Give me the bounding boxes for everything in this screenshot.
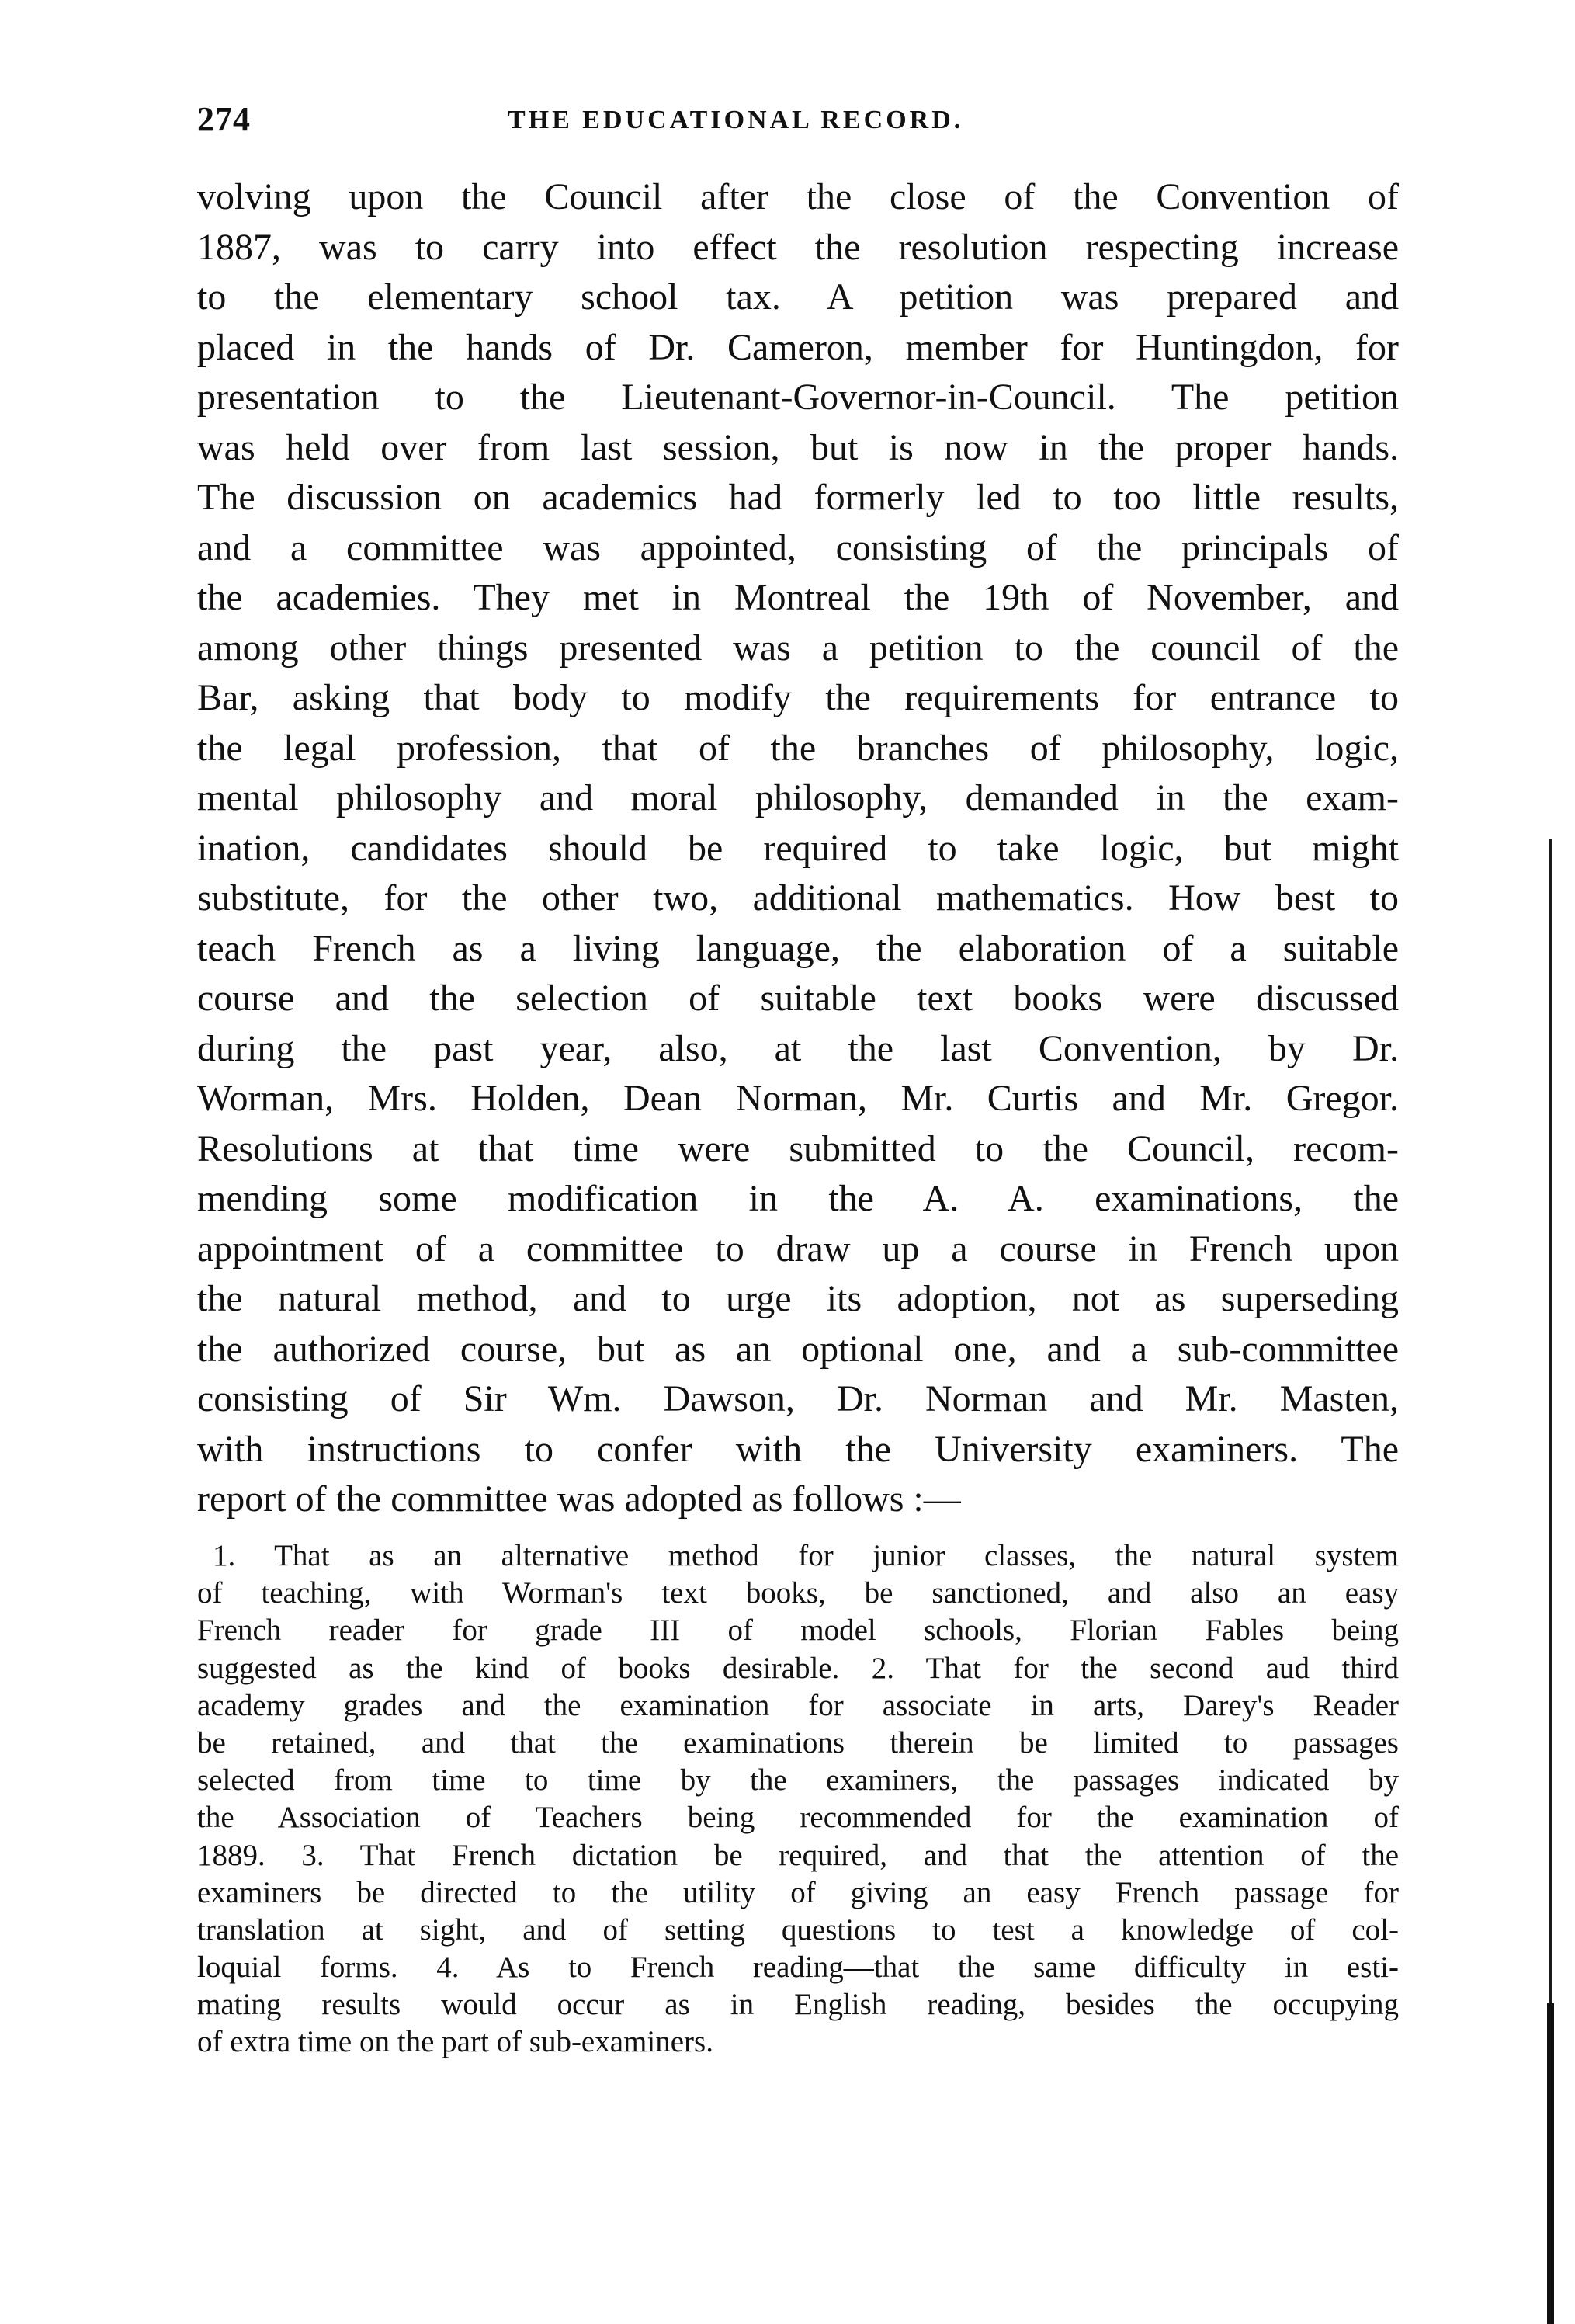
resolution-line: loquial forms. 4. As to French reading—that the same difficulty in esti- xyxy=(197,1951,1399,1985)
text-line: teach French as a living language, the elaboration of a suitable xyxy=(197,927,1399,969)
text-line: and a committee was appointed, consisting of the principals of xyxy=(197,526,1399,568)
resolution-line: academy grades and the examination for associate in arts, Darey's Reader xyxy=(197,1688,1399,1722)
body-paragraph xyxy=(197,172,1399,1525)
text-line: among other things presented was a petition to the council of the xyxy=(197,627,1399,669)
text-line: the legal profession, that of the branches of philosophy, logic, xyxy=(197,727,1399,769)
text-line: the academies. They met in Montreal the 19th of November, and xyxy=(197,577,1399,618)
text-line: ination, candidates should be required to take logic, but might xyxy=(197,827,1399,869)
text-line: mental philosophy and moral philosophy, demanded in the exam- xyxy=(197,777,1399,818)
text-line: placed in the hands of Dr. Cameron, member for Huntingdon, for xyxy=(197,326,1399,368)
text-line: presentation to the Lieutenant-Governor-in-Council. The petition xyxy=(197,377,1399,418)
resolution-line: of extra time on the part of sub-examiners. xyxy=(197,2025,713,2059)
text-line: was held over from last session, but is now in the proper hands. xyxy=(197,426,1399,468)
text-line: Bar, asking that body to modify the requirements for entrance to xyxy=(197,677,1399,718)
journal-title: THE EDUCATIONAL RECORD. xyxy=(508,106,964,134)
text-line: mending some modification in the A. A. examinations, the xyxy=(197,1178,1399,1219)
text-line: course and the selection of suitable text books were discussed xyxy=(197,978,1399,1019)
text-line: the authorized course, but as an optional one, and a sub-committee xyxy=(197,1328,1399,1370)
text-line: during the past year, also, at the last Convention, by Dr. xyxy=(197,1027,1399,1069)
resolution-line: examiners be directed to the utility of giving an easy French passage for xyxy=(197,1875,1399,1909)
text-line: with instructions to confer with the University examiners. The xyxy=(197,1428,1399,1470)
running-head xyxy=(197,99,1408,146)
resolution-line: selected from time to time by the examiners, the passages indicated by xyxy=(197,1763,1399,1798)
resolution-line: 1. That as an alternative method for junior classes, the natural system xyxy=(213,1539,1399,1572)
resolution-line: French reader for grade III of model schools, Florian Fables being xyxy=(197,1614,1399,1648)
text-line: report of the committee was adopted as follows :— xyxy=(197,1478,961,1520)
text-line: volving upon the Council after the close of the Convention of xyxy=(197,176,1399,217)
text-line: substitute, for the other two, additional mathematics. How best to xyxy=(197,877,1399,919)
page-number: 274 xyxy=(197,100,251,138)
resolution-line: translation at sight, and of setting questions to test a knowledge of col- xyxy=(197,1912,1399,1947)
resolution-line: the Association of Teachers being recommended for the examination of xyxy=(197,1801,1399,1835)
text-line: Worman, Mrs. Holden, Dean Norman, Mr. Curtis and Mr. Gregor. xyxy=(197,1078,1399,1119)
text-line: Resolutions at that time were submitted to the Council, recom- xyxy=(197,1127,1399,1169)
text-line: consisting of Sir Wm. Dawson, Dr. Norman and Mr. Masten, xyxy=(197,1378,1399,1419)
resolution-line: mating results would occur as in English reading, besides the occupying xyxy=(197,1988,1399,2022)
resolution-line: of teaching, with Worman's text books, be sanctioned, and also an easy xyxy=(197,1576,1399,1610)
text-line: the natural method, and to urge its adoption, not as superseding xyxy=(197,1278,1399,1319)
resolution-line: 1889. 3. That French dictation be required, and that the attention of the xyxy=(197,1838,1399,1872)
scan-edge-shadow xyxy=(1547,2003,1554,2324)
text-line: appointment of a committee to draw up a course in French upon xyxy=(197,1228,1399,1270)
resolution-line: suggested as the kind of books desirable. 2. That for the second aud third xyxy=(197,1651,1399,1685)
text-line: 1887, was to carry into effect the resolution respecting increase xyxy=(197,226,1399,268)
resolution-line: be retained, and that the examinations therein be limited to passages xyxy=(197,1725,1399,1760)
text-line: The discussion on academics had formerly led to too little results, xyxy=(197,477,1399,518)
text-line: to the elementary school tax. A petition was prepared and xyxy=(197,276,1399,318)
resolutions-block xyxy=(197,1537,1399,2062)
